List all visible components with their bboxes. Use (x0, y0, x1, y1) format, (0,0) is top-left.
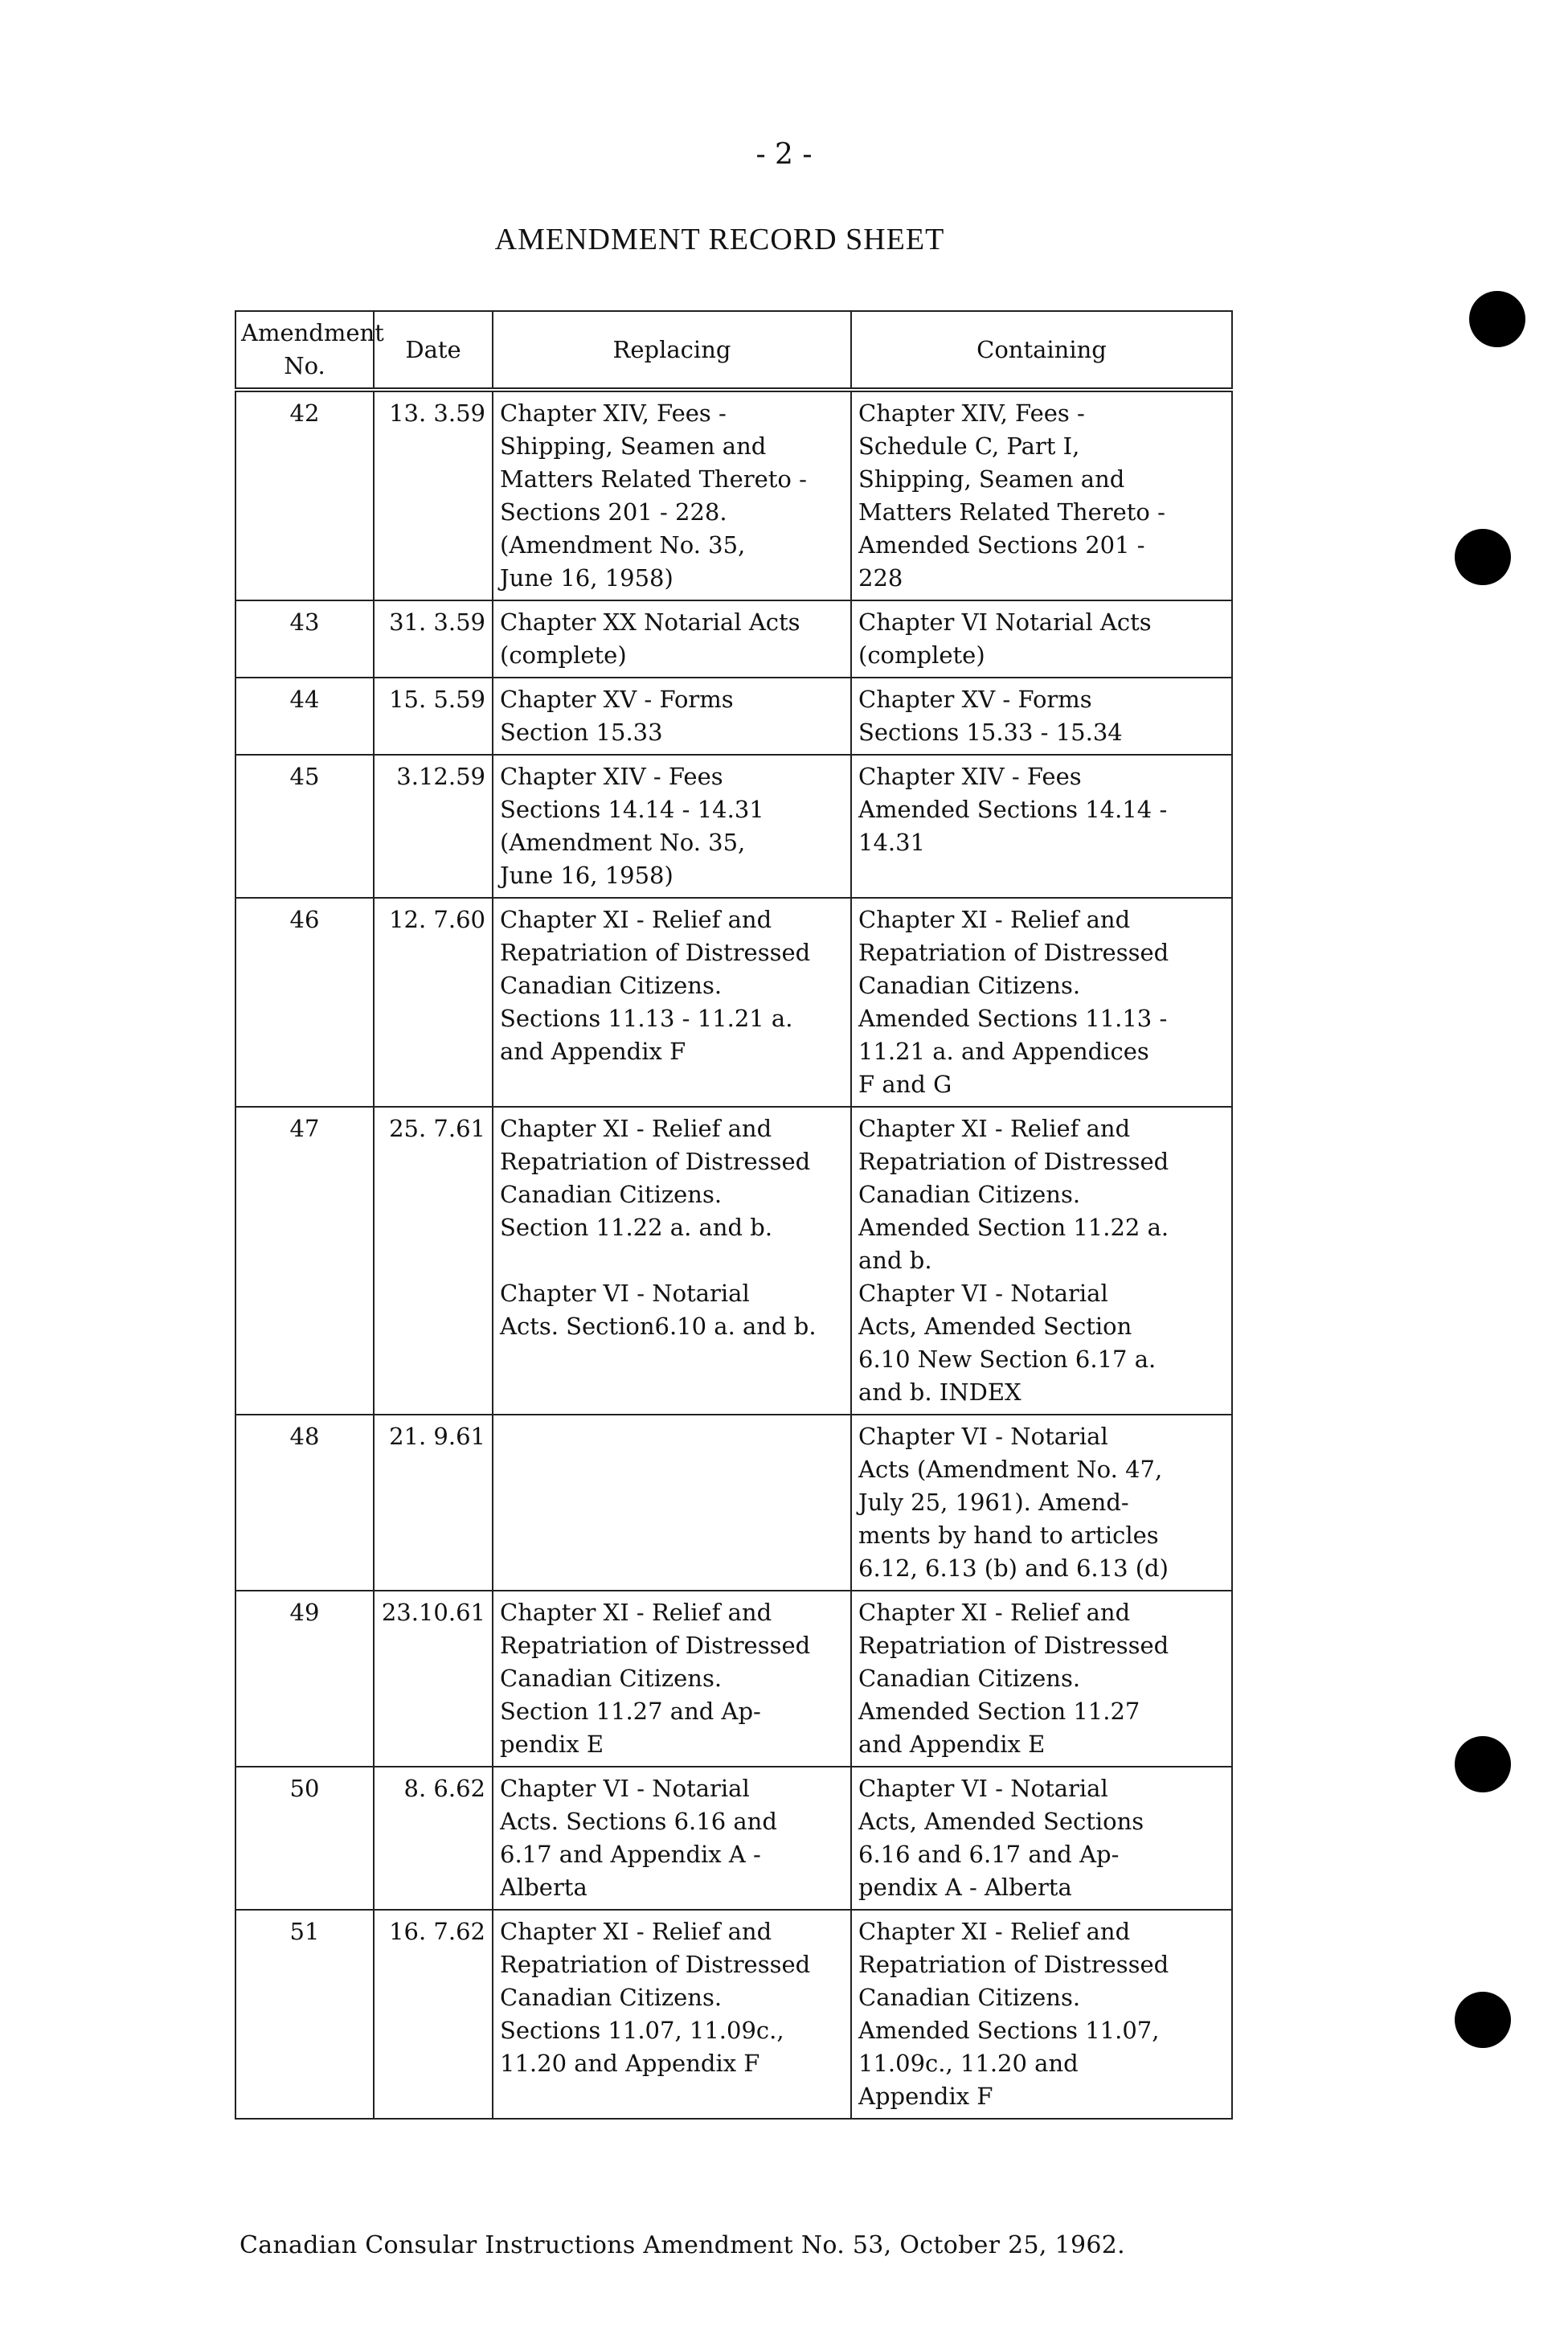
replacing-cell: Chapter XIV, Fees - Shipping, Seamen and Matters Related Thereto - Sections 201 - 228. (Amendment No. 35, June 16, 1958) (493, 390, 851, 600)
date-cell: 31. 3.59 (374, 600, 493, 678)
footer-text: Canadian Consular Instructions Amendment No. 53, October 25, 1962. (239, 2231, 1125, 2259)
amendment-no-cell: 44 (235, 678, 374, 755)
replacing-cell: Chapter XI - Relief and Repatriation of Distressed Canadian Citizens. Section 11.22 a. and b. Chapter VI - Notarial Acts. Section6.10 a. and b. (493, 1107, 851, 1415)
amendment-record-table (235, 310, 1233, 2120)
containing-cell: Chapter XI - Relief and Repatriation of Distressed Canadian Citizens. Amended Section 11.27 and Appendix E (851, 1591, 1232, 1767)
amendment-no-cell: 43 (235, 600, 374, 678)
amendment-no-cell: 51 (235, 1910, 374, 2119)
table-row (235, 600, 1232, 678)
table-row (235, 898, 1232, 1107)
page-title: AMENDMENT RECORD SHEET (494, 223, 945, 256)
amendment-no-cell: 46 (235, 898, 374, 1107)
amendment-no-cell: 47 (235, 1107, 374, 1415)
replacing-cell: Chapter XI - Relief and Repatriation of Distressed Canadian Citizens. Section 11.27 and Ap- pendix E (493, 1591, 851, 1767)
containing-cell: Chapter VI - Notarial Acts (Amendment No. 47, July 25, 1961). Amend- ments by hand to articles 6.12, 6.13 (b) and 6.13 (d) (851, 1415, 1232, 1591)
containing-cell: Chapter XI - Relief and Repatriation of Distressed Canadian Citizens. Amended Section 11.22 a. and b. Chapter VI - Notarial Acts, Amended Section 6.10 New Section 6.17 a. and b. INDEX (851, 1107, 1232, 1415)
replacing-cell: Chapter XIV - Fees Sections 14.14 - 14.31 (Amendment No. 35, June 16, 1958) (493, 755, 851, 898)
containing-cell: Chapter XIV - Fees Amended Sections 14.14 - 14.31 (851, 755, 1232, 898)
date-cell: 3.12.59 (374, 755, 493, 898)
date-cell: 13. 3.59 (374, 390, 493, 600)
amendment-no-cell: 42 (235, 390, 374, 600)
table-row (235, 755, 1232, 898)
amendment-no-cell: 48 (235, 1415, 374, 1591)
date-cell: 15. 5.59 (374, 678, 493, 755)
replacing-cell: Chapter XV - Forms Section 15.33 (493, 678, 851, 755)
containing-cell: Chapter XI - Relief and Repatriation of Distressed Canadian Citizens. Amended Sections 11.13 - 11.21 a. and Appendices F and G (851, 898, 1232, 1107)
containing-cell: Chapter VI - Notarial Acts, Amended Sections 6.16 and 6.17 and Ap- pendix A - Alberta (851, 1767, 1232, 1910)
table-header-row (235, 311, 1232, 390)
containing-cell: Chapter XIV, Fees - Schedule C, Part I, Shipping, Seamen and Matters Related Thereto - Amended Sections 201 - 228 (851, 390, 1232, 600)
header-containing: Containing (851, 311, 1232, 390)
replacing-cell (493, 1415, 851, 1591)
header-replacing: Replacing (493, 311, 851, 390)
table-row (235, 1591, 1232, 1767)
date-cell: 12. 7.60 (374, 898, 493, 1107)
punch-hole-icon (1455, 529, 1511, 585)
punch-hole-icon (1469, 291, 1525, 347)
replacing-cell: Chapter VI - Notarial Acts. Sections 6.16 and 6.17 and Appendix A - Alberta (493, 1767, 851, 1910)
containing-cell: Chapter XV - Forms Sections 15.33 - 15.34 (851, 678, 1232, 755)
table-row (235, 1910, 1232, 2119)
containing-cell: Chapter XI - Relief and Repatriation of Distressed Canadian Citizens. Amended Sections 11.07, 11.09c., 11.20 and Appendix F (851, 1910, 1232, 2119)
table-row (235, 1767, 1232, 1910)
date-cell: 25. 7.61 (374, 1107, 493, 1415)
table-row (235, 1107, 1232, 1415)
table-row (235, 678, 1232, 755)
amendment-no-cell: 50 (235, 1767, 374, 1910)
date-cell: 16. 7.62 (374, 1910, 493, 2119)
replacing-cell: Chapter XX Notarial Acts (complete) (493, 600, 851, 678)
date-cell: 23.10.61 (374, 1591, 493, 1767)
header-date: Date (374, 311, 493, 390)
amendment-no-cell: 49 (235, 1591, 374, 1767)
page-number: - 2 - (755, 138, 813, 171)
table-row (235, 390, 1232, 600)
header-amendment-no: Amendment No. (235, 311, 374, 390)
punch-hole-icon (1455, 1736, 1511, 1792)
amendment-no-cell: 45 (235, 755, 374, 898)
punch-hole-icon (1455, 1992, 1511, 2048)
containing-cell: Chapter VI Notarial Acts (complete) (851, 600, 1232, 678)
replacing-cell: Chapter XI - Relief and Repatriation of Distressed Canadian Citizens. Sections 11.13 - 11.21 a. and Appendix F (493, 898, 851, 1107)
date-cell: 8. 6.62 (374, 1767, 493, 1910)
table-row (235, 1415, 1232, 1591)
replacing-cell: Chapter XI - Relief and Repatriation of Distressed Canadian Citizens. Sections 11.07, 11.09c., 11.20 and Appendix F (493, 1910, 851, 2119)
date-cell: 21. 9.61 (374, 1415, 493, 1591)
